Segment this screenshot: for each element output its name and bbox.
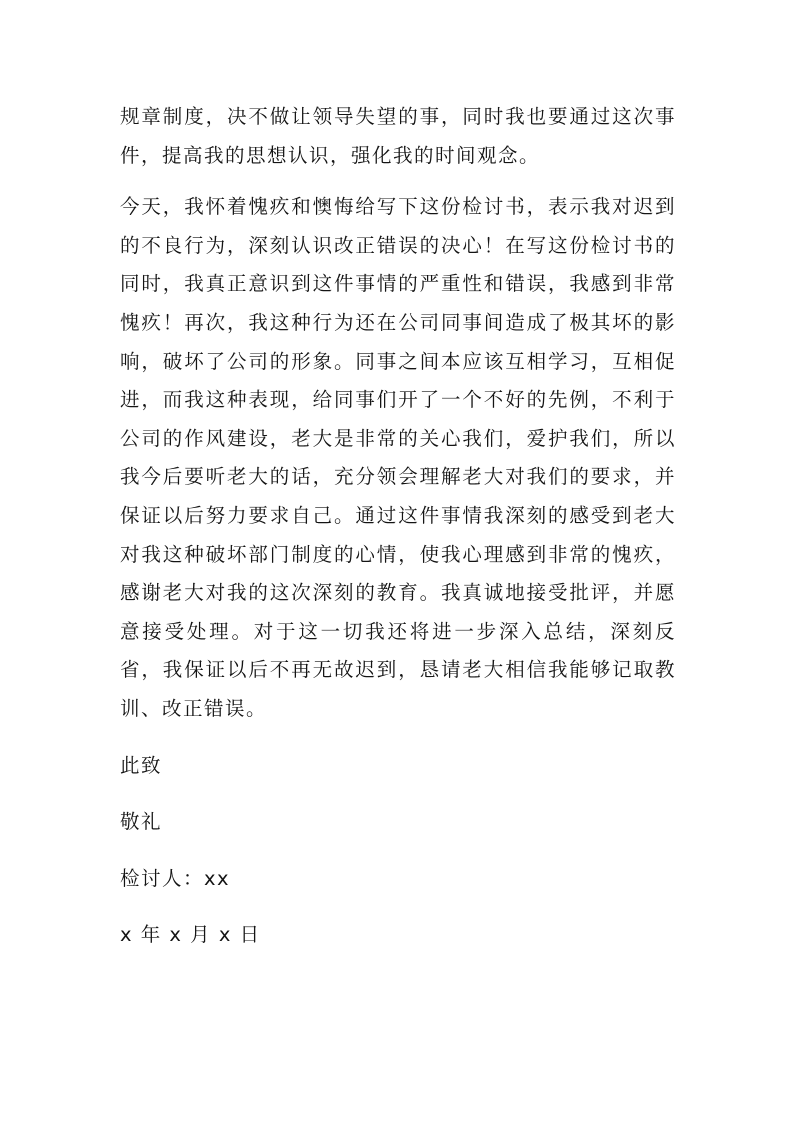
paragraph-main: 今天，我怀着愧疚和懊悔给写下这份检讨书，表示我对迟到的不良行为，深刻认识改正错误的决心！在写这份检讨书的同时，我真正意识到这件事情的严重性和错误，我感到非常愧疚！再次，我这种行为还在公司同事间造成了极其坏的影响，破坏了公司的形象。同事之间本应该互相学习，互相促进，而我这种表现，给同事们开了一个不好的先例，不利于公司的作风建设，老大是非常的关心我们，爱护我们，所以我今后要听老大的话，充分领会理解老大对我们的要求，并保证以后努力要求自己。通过这件事情我深刻的感受到老大对我这种破坏部门制度的心情，使我心理感到非常的愧疚，感谢老大对我的这次深刻的教育。我真诚地接受批评，并愿意接受处理。对于这一切我还将进一步深入总结，深刻反省，我保证以后不再无故迟到，恳请老大相信我能够记取教训、改正错误。 bbox=[120, 195, 676, 720]
date-line: x 年 x 月 x 日 bbox=[120, 923, 261, 947]
regards-text: 敬礼 bbox=[120, 810, 163, 834]
paragraph-intro: 规章制度，决不做让领导失望的事，同时我也要通过这次事件，提高我的思想认识，强化我的时间观念。 bbox=[120, 105, 676, 167]
signer-line: 检讨人：xx bbox=[120, 866, 231, 890]
salutation-text: 此致 bbox=[120, 753, 163, 777]
document-body bbox=[120, 98, 676, 973]
